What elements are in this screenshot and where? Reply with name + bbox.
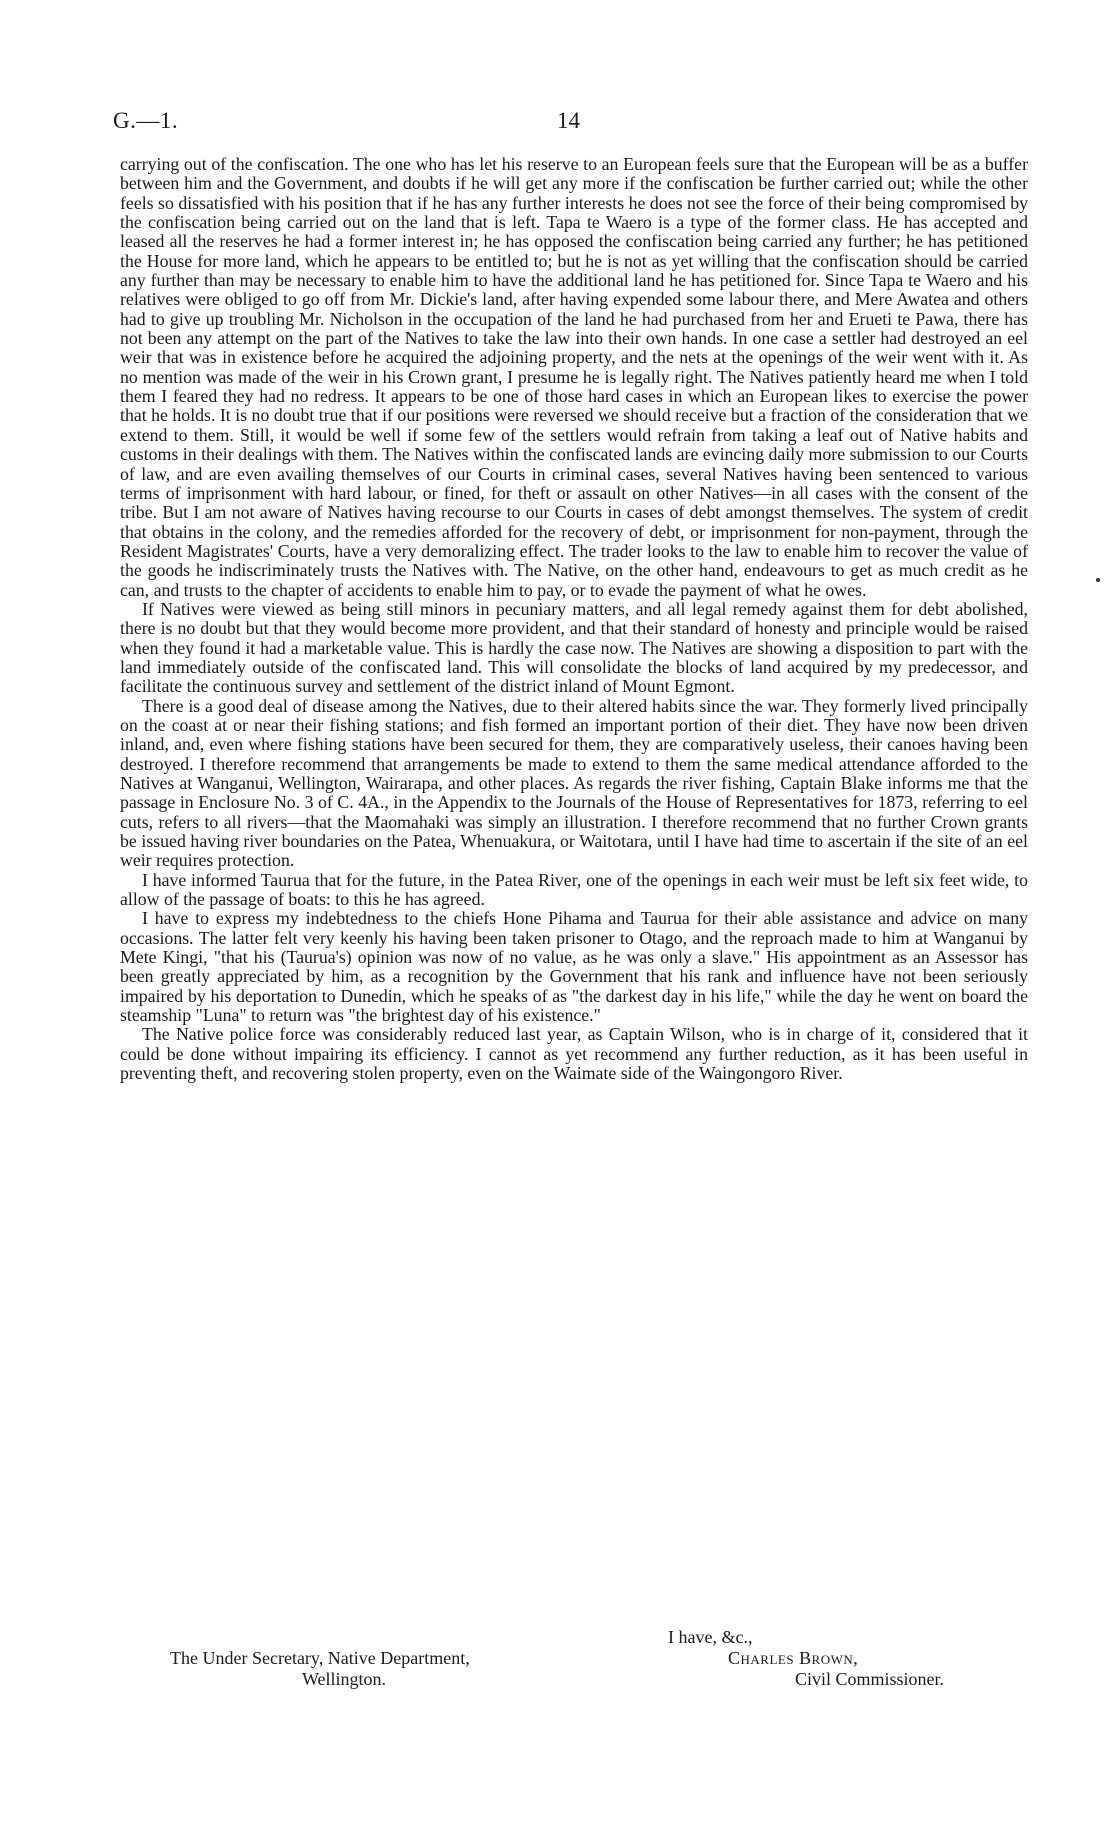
signatory-title: Civil Commissioner.	[795, 1669, 945, 1689]
addressee-place: Wellington.	[302, 1669, 387, 1689]
closing-salutation: I have, &c.,	[668, 1627, 753, 1647]
margin-dot	[1096, 578, 1100, 582]
letter-closing	[0, 1627, 1114, 1707]
signatory-name: Charles Brown,	[728, 1648, 859, 1668]
paragraph-continuation: carrying out of the confiscation. The one who has let his reserve to an European feels sure that the European will be as a buffer between him and the Government, and doubts if he will get any more if the confiscation be further carried out; while the other feels so dissatisfied with his position that if he has any further interests he does not see the force of their being compromised by the confiscation being carried out on the land that is left. Tapa te Waero is a type of the former class. He has accepted and leased all the reserves he had a former interest in; he has opposed the confiscation being carried any further; he has petitioned the House for more land, which he appears to be entitled to; but he is not as yet willing that the confiscation should be carried any further than may be necessary to enable him to have the additional land he has petitioned for. Since Tapa te Waero and his relatives were obliged to go off from Mr. Dickie's land, after having expended some labour there, and Mere Awatea and others had to give up troubling Mr. Nicholson in the occupation of the land he had purchased from her and Erueti te Pawa, there has not been any attempt on the part of the Natives to take the law into their own hands. In one case a settler had destroyed an eel weir that was in existence before he acquired the adjoining property, and the nets at the openings of the weir went with it. As no mention was made of the weir in his Crown grant, I presume he is legally right. The Natives patiently heard me when I told them I feared they had no redress. It appears to be one of those hard cases in which an European likes to exercise the power that he holds. It is no doubt true that if our positions were reversed we should receive but a fraction of the consideration that we extend to them. Still, it would be well if some few of the settlers would refrain from taking a leaf out of Native habits and customs in their dealings with them. The Natives within the confiscated lands are evincing daily more submission to our Courts of law, and are even availing themselves of our Courts in criminal cases, several Natives having been sentenced to various terms of imprisonment with hard labour, or fined, for theft or assault on other Natives—in all cases with the consent of the tribe. But I am not aware of Natives having recourse to our Courts in cases of debt amongst themselves. The system of credit that obtains in the colony, and the remedies afforded for the recovery of debt, or imprisonment for non-payment, through the Resident Magistrates' Courts, have a very demoralizing effect. The trader looks to the law to enable him to recover the value of the goods he indiscriminately trusts the Natives with. The Native, on the other hand, endeavours to get as much credit as he can, and trusts to the chapter of accidents to enable him to pay, or to evade the payment of what he owes.	[120, 154, 1028, 600]
paragraph-police-force: The Native police force was considerably reduced last year, as Captain Wilson, who is in charge of it, considered that it could be done without impairing its efficiency. I cannot as yet recommend any further reduction, as it has been useful in preventing theft, and recovering stolen property, even on the Waimate side of the Waingongoro River.	[120, 1024, 1028, 1084]
paragraph-disease-fishing: There is a good deal of disease among the Natives, due to their altered habits since the war. They formerly lived principally on the coast at or near their fishing stations; and fish formed an important portion of their diet. They have now been driven inland, and, even where fishing stations have been secured for them, they are comparatively useless, their canoes having been destroyed. I therefore recommend that arrangements be made to extend to them the same medical attendance afforded to the Natives at Wanganui, Wellington, Wairarapa, and other places. As regards the river fishing, Captain Blake informs me that the passage in Enclosure No. 3 of C. 4A., in the Appendix to the Journals of the House of Representatives for 1873, referring to eel cuts, refers to all rivers—that the Maomahaki was simply an illustration. I therefore recommend that no further Crown grants be issued having river boundaries on the Patea, Whenuakura, or Waitotara, until I have had time to ascertain if the site of an eel weir requires protection.	[120, 695, 1028, 871]
paragraph-debt-remedies: If Natives were viewed as being still minors in pecuniary matters, and all legal remedy against them for debt abolished, there is no doubt but that they would become more provident, and that their standard of honesty and principle would be raised when they found it had a marketable value. This is hardly the case now. The Natives are showing a disposition to part with the land immediately outside of the confiscated land. This will consolidate the blocks of land acquired by my predecessor, and facilitate the continuous survey and settlement of the district inland of Mount Egmont.	[120, 598, 1028, 697]
page-number: 14	[557, 108, 580, 133]
letter-body	[120, 155, 1028, 1084]
page-header	[0, 108, 1114, 138]
document-reference: G.—1.	[113, 108, 179, 133]
paragraph-patea-weir: I have informed Taurua that for the future, in the Patea River, one of the openings in each weir must be left six feet wide, to allow of the passage of boats: to this he has agreed.	[120, 869, 1028, 910]
paragraph-acknowledgement: I have to express my indebtedness to the chiefs Hone Pihama and Taurua for their able assistance and advice on many occasions. The latter felt very keenly his having been taken prisoner to Otago, and the reproach made to him at Wanganui by Mete Kingi, "that his (Taurua's) opinion was now of no value, as he was only a slave." His appointment as an Assessor has been greatly appreciated by him, as a recognition by the Government that his rank and influence have not been seriously impaired by his deportation to Dunedin, which he speaks of as "the darkest day in his life," while the day he went on board the steamship "Luna" to return was "the brightest day of his existence."	[120, 908, 1028, 1026]
addressee: The Under Secretary, Native Department,	[170, 1648, 470, 1668]
